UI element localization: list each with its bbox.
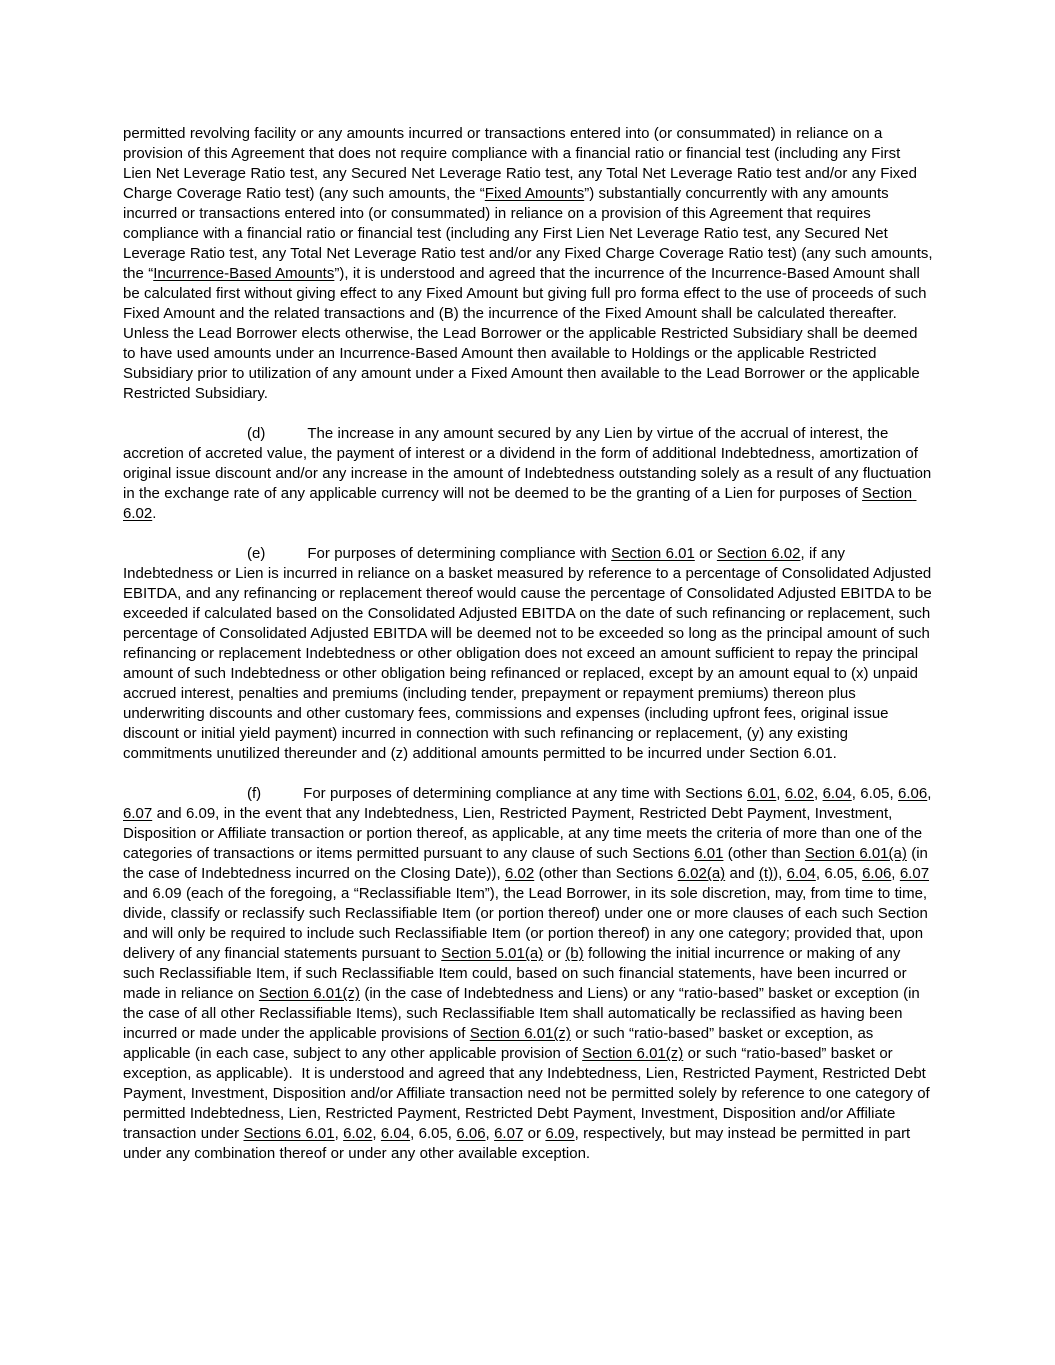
body-text: For purposes of determining compliance with — [307, 545, 612, 562]
body-text: For purposes of determining compliance at any time with Sections — [303, 785, 748, 802]
body-text: (other than — [723, 845, 805, 862]
body-text: , — [814, 785, 823, 802]
underlined-reference: Section 6.02 — [716, 545, 801, 562]
underlined-reference: Sections 6.01 — [243, 1125, 335, 1142]
body-text: or such “ratio-based” basket or exception, as applicable (in each case, subject to any other applicable provision of — [123, 1025, 878, 1062]
body-text: ), — [773, 865, 787, 882]
body-text: , — [485, 1125, 495, 1142]
body-text: (f) — [247, 785, 262, 802]
underlined-reference: 6.02 — [505, 865, 535, 882]
underlined-reference: Fixed Amounts — [484, 185, 585, 202]
body-text: (other than Sections — [534, 865, 678, 882]
body-text: , — [372, 1125, 381, 1142]
body-text: (e) — [247, 545, 266, 562]
underlined-reference: Incurrence-Based Amounts — [153, 265, 335, 282]
body-text: , respectively, but may instead be permitted in part under any combination thereof or under any other available exception. — [123, 1125, 915, 1162]
underlined-reference: 6.07 — [123, 805, 153, 822]
body-text: The increase in any amount secured by any Lien by virtue of the accrual of interest, the accretion of accreted value, the payment of interest or a dividend in the form of additional Indebtedness, amortization of original issue discount and/or any increase in the amount of Indebtedness outstanding solely as a result of any fluctuation in the exchange rate of any applicable currency will not be deemed to be the granting of a Lien for purposes of — [123, 425, 936, 502]
paragraph-0 — [123, 124, 937, 404]
body-text: , 6.05, — [410, 1125, 457, 1142]
underlined-reference: (t) — [758, 865, 774, 882]
underlined-reference: Section 6.01(z) — [258, 985, 360, 1002]
underlined-reference: Section 6.01(a) — [804, 845, 907, 862]
paragraph-2 — [123, 544, 937, 764]
body-text: , — [334, 1125, 344, 1142]
body-text: , — [891, 865, 900, 882]
body-text: (d) — [247, 425, 266, 442]
underlined-reference: Section 6.02 — [123, 485, 917, 522]
underlined-reference: Section 6.01(z) — [469, 1025, 571, 1042]
body-text: (in the case of Indebtedness and Liens) or any “ratio-based” basket or exception (in the case of all other Reclassifiable Items), such Reclassifiable Item shall automatically be reclassified as having been incurred or made under the applicable provisions of — [123, 985, 925, 1042]
paragraph-3 — [123, 784, 936, 1164]
underlined-reference: 6.09 — [545, 1125, 575, 1142]
underlined-reference: 6.07 — [494, 1125, 524, 1142]
underlined-reference: 6.02 — [784, 785, 815, 802]
underlined-reference: 6.02 — [343, 1125, 373, 1142]
body-text: or such “ratio-based” basket or exception, as applicable). It is understood and agreed that any Indebtedness, Lien, Restricted Payment, Restricted Debt Payment, Investment, Disposition and/or Affiliate transaction need not be permitted solely by reference to one category of permitted Indebtedness, Lien, Restricted Payment, Restricted Debt Payment, Investment, Disposition and/or Affiliate transaction under — [123, 1045, 935, 1142]
body-text: ”), it is understood and agreed that the incurrence of the Incurrence-Based Amount shall be calculated first without giving effect to any Fixed Amount but giving full pro forma effect to the use of proceeds of such Fixed Amount and the related transactions and (B) the incurrence of the Fixed Amount shall be calculated thereafter. Unless the Lead Borrower elects otherwise, the Lead Borrower or the applicable Restricted Subsidiary shall be deemed to have used amounts under an Incurrence-Based Amount then available to Holdings or the applicable Restricted Subsidiary prior to utilization of any amount under a Fixed Amount then available to the Lead Borrower or the applicable Restricted Subsidiary. — [123, 265, 931, 402]
body-text: or — [523, 1125, 546, 1142]
body-text: ”) substantially concurrently with any amounts incurred or transactions entered into (or consummated) in reliance on a provision of this Agreement that requires compliance with a financial ratio or financial test (including any First Lien Net Leverage Ratio test, any Secured Net Leverage Ratio test, any Total Net Leverage Ratio test and/or any Fixed Charge Coverage Ratio test) (any such amounts, the “ — [123, 185, 937, 282]
underlined-reference: (b) — [565, 945, 584, 962]
underlined-reference: 6.04 — [380, 1125, 411, 1142]
underlined-reference: 6.04 — [822, 785, 852, 802]
body-text: (in the case of Indebtedness incurred on the Closing Date)), — [123, 845, 933, 882]
body-text: . — [152, 505, 157, 522]
underlined-reference: 6.02(a) — [677, 865, 726, 882]
underlined-reference: Section 6.01(z) — [582, 1045, 684, 1062]
body-text: and 6.09 (each of the foregoing, a “Reclassifiable Item”), the Lead Borrower, in its sole discretion, may, from time to time, divide, classify or reclassify such Reclassifiable Item (or portion thereof) under one or more clauses of each such Section and will only be required to include such Reclassifiable Item (or portion thereof) in any one category; provided that, upon delivery of any financial statements pursuant to — [123, 865, 934, 962]
underlined-reference: 6.07 — [899, 865, 930, 882]
body-text: , 6.05, — [851, 785, 899, 802]
underlined-reference: 6.06 — [456, 1125, 486, 1142]
underlined-reference: Section 6.01 — [611, 545, 695, 562]
underlined-reference: 6.04 — [786, 865, 816, 882]
document-body — [123, 124, 937, 1164]
body-text: , if any Indebtedness or Lien is incurred in reliance on a basket measured by reference to a percentage of Consolidated Adjusted EBITDA, and any refinancing or replacement thereof would cause the percentage of Consolidated Adjusted EBITDA to be exceeded if calculated based on the Consolidated Adjusted EBITDA on the date of such refinancing or replacement, such percentage of Consolidated Adjusted EBITDA will be deemed not to be exceeded so long as the principal amount of such refinancing or replacement Indebtedness or other obligation does not exceed an amount sufficient to repay the principal amount of such Indebtedness or other obligation being refinanced or replaced, except by an amount equal to (x) unpaid accrued interest, penalties and premiums (including tender, prepayment or repayment premiums) thereon plus underwriting discounts and other customary fees, commissions and expenses (including upfront fees, original issue discount or initial yield payment) incurred in connection with such refinancing or replacement, (y) any existing commitments unutilized thereunder and (z) additional amounts permitted to be incurred under Section 6.01. — [123, 545, 937, 762]
body-text: , — [776, 785, 785, 802]
underlined-reference: 6.06 — [898, 785, 928, 802]
underlined-reference: Section 5.01(a) — [441, 945, 544, 962]
body-text: , — [927, 785, 936, 802]
body-text: and — [725, 865, 759, 882]
underlined-reference: 6.01 — [694, 845, 724, 862]
body-text: and 6.09, in the event that any Indebtedness, Lien, Restricted Payment, Restricted Debt Payment, Investment, Disposition or Affiliate transaction or portion thereof, as applicable, at any time meets the criteria of more than one of the categories of transactions or items permitted pursuant to any clause of such Sections — [123, 805, 927, 862]
body-text: or — [694, 545, 717, 562]
paragraph-1 — [123, 424, 936, 524]
underlined-reference: 6.06 — [862, 865, 892, 882]
underlined-reference: 6.01 — [747, 785, 777, 802]
body-text: or — [543, 945, 566, 962]
body-text: permitted revolving facility or any amounts incurred or transactions entered into (or consummated) in reliance on a provision of this Agreement that does not require compliance with a financial ratio or financial test (including any First Lien Net Leverage Ratio test, any Secured Net Leverage Ratio test, any Total Net Leverage Ratio test and/or any Fixed Charge Coverage Ratio test) (any such amounts, the “ — [123, 125, 922, 202]
body-text: , 6.05, — [815, 865, 863, 882]
body-text: following the initial incurrence or making of any such Reclassifiable Item, if such Reclassifiable Item could, based on such financial statements, have been incurred or made in reliance on — [123, 945, 911, 1002]
